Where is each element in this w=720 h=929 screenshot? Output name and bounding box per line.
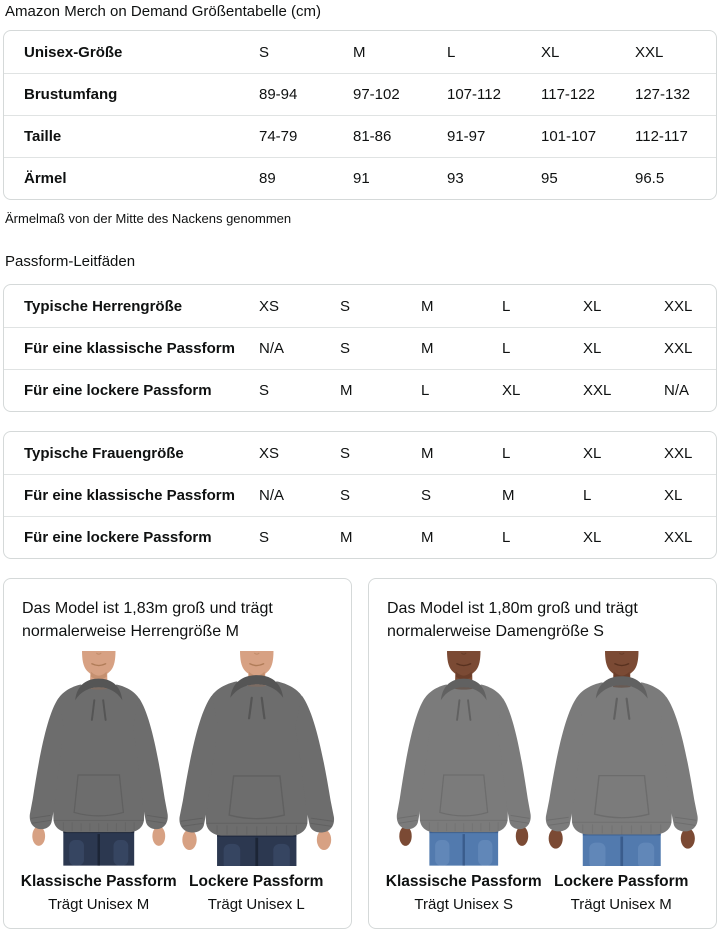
fit-label: Lockere Passform	[554, 872, 689, 890]
measure-cell: 81-86	[353, 128, 392, 145]
worn-size-label: Trägt Unisex L	[207, 895, 305, 913]
fit-cell: XS	[259, 444, 280, 462]
hoodie-model-illustration	[178, 651, 336, 866]
fit-cell: XL	[502, 382, 521, 399]
row-label: Brustumfang	[24, 86, 118, 103]
measure-cell: 89-94	[259, 86, 298, 103]
fit-cell: XL	[583, 340, 602, 357]
measure-cell: 95	[541, 170, 558, 187]
table-row-chest	[4, 73, 716, 115]
measure-cell: 91-97	[447, 128, 486, 145]
table-row	[4, 327, 716, 369]
worn-size-label: Trägt Unisex S	[414, 895, 514, 913]
fit-cell: L	[502, 529, 511, 546]
row-label: Für eine lockere Passform	[24, 529, 212, 546]
size-header-cell: S	[259, 43, 270, 61]
fit-cell: L	[583, 487, 592, 504]
page-title: Amazon Merch on Demand Größentabelle (cm)	[5, 3, 321, 20]
measure-cell: 101-107	[541, 128, 597, 145]
fit-cell: M	[340, 529, 353, 546]
measure-cell: 96.5	[635, 170, 665, 187]
fit-cell: XL	[583, 297, 602, 315]
fit-cell: XXL	[664, 340, 693, 357]
table-header-row	[4, 31, 716, 73]
table-row-sleeve	[4, 157, 716, 199]
fit-cell: L	[502, 444, 511, 462]
fit-cell: XXL	[664, 529, 693, 546]
fit-cell: N/A	[259, 340, 285, 357]
model-figures	[20, 651, 335, 915]
measure-cell: 117-122	[541, 86, 595, 103]
table-row	[4, 369, 716, 411]
model-photo-classic-fit	[385, 651, 543, 866]
measure-cell: 74-79	[259, 128, 298, 145]
size-header-cell: XL	[541, 43, 560, 61]
table-row-waist	[4, 115, 716, 157]
fit-cell: L	[502, 340, 511, 357]
table-row	[4, 516, 716, 558]
fit-cell: S	[421, 487, 432, 504]
male-model-card	[3, 578, 352, 929]
row-label: Für eine klassische Passform	[24, 340, 235, 357]
measure-cell: 89	[259, 170, 276, 187]
model-cards	[3, 578, 717, 929]
row-label: Ärmel	[24, 170, 67, 187]
model-description: Das Model ist 1,83m groß und trägt normalerweise Herrengröße M	[22, 600, 273, 640]
size-header-cell: M	[353, 43, 366, 61]
table-row	[4, 285, 716, 327]
hoodie-model-illustration	[20, 651, 178, 866]
size-header-cell: L	[447, 43, 456, 61]
fit-cell: XS	[259, 297, 280, 315]
fit-cell: M	[421, 340, 434, 357]
row-label: Taille	[24, 128, 62, 145]
fit-cell: S	[259, 382, 270, 399]
fit-cell: XL	[664, 487, 683, 504]
loose-fit-column	[178, 651, 336, 915]
fit-cell: S	[340, 444, 351, 462]
table-row	[4, 474, 716, 516]
row-label: Unisex-Größe	[24, 43, 123, 61]
measure-cell: 107-112	[447, 86, 501, 103]
fit-label: Klassische Passform	[385, 872, 542, 890]
mens-fit-table	[3, 284, 717, 412]
model-figures	[385, 651, 700, 915]
row-label: Typische Herrengröße	[24, 297, 183, 315]
size-header-cell: XXL	[635, 43, 664, 61]
row-label: Typische Frauengröße	[24, 444, 184, 462]
female-model-card	[368, 578, 717, 929]
fit-cell: S	[340, 297, 351, 315]
fit-cell: L	[502, 297, 511, 315]
model-photo-classic-fit	[20, 651, 178, 866]
fit-cell: N/A	[664, 382, 690, 399]
loose-fit-column	[543, 651, 701, 915]
row-label: Für eine klassische Passform	[24, 487, 235, 504]
fit-cell: M	[421, 444, 434, 462]
hoodie-model-illustration	[385, 651, 543, 866]
measure-cell: 112-117	[635, 128, 688, 145]
measure-cell: 97-102	[353, 86, 400, 103]
measure-cell: 91	[353, 170, 370, 187]
table-row	[4, 432, 716, 474]
fit-cell: N/A	[259, 487, 285, 504]
fit-label: Lockere Passform	[189, 872, 324, 890]
fit-cell: S	[340, 340, 351, 357]
measure-cell: 93	[447, 170, 464, 187]
fit-cell: M	[502, 487, 515, 504]
classic-fit-column	[20, 651, 178, 915]
fit-cell: L	[421, 382, 430, 399]
womens-fit-table	[3, 431, 717, 559]
fit-cell: XXL	[583, 382, 612, 399]
fit-guides-title: Passform-Leitfäden	[5, 253, 136, 270]
classic-fit-column	[385, 651, 543, 915]
fit-label: Klassische Passform	[20, 872, 177, 890]
unisex-size-table	[3, 30, 717, 200]
worn-size-label: Trägt Unisex M	[48, 895, 150, 913]
fit-cell: S	[340, 487, 351, 504]
fit-cell: M	[421, 297, 434, 315]
row-label: Für eine lockere Passform	[24, 382, 212, 399]
model-photo-loose-fit	[543, 651, 701, 866]
worn-size-label: Trägt Unisex M	[570, 895, 672, 913]
fit-cell: XXL	[664, 444, 693, 462]
fit-cell: M	[421, 529, 434, 546]
fit-cell: XXL	[664, 297, 693, 315]
model-description: Das Model ist 1,80m groß und trägt normalerweise Damengröße S	[387, 600, 638, 640]
hoodie-model-illustration	[543, 651, 701, 866]
fit-cell: M	[340, 382, 353, 399]
fit-cell: XL	[583, 529, 602, 546]
sleeve-measure-footnote: Ärmelmaß von der Mitte des Nackens genommen	[5, 211, 292, 226]
fit-cell: S	[259, 529, 270, 546]
fit-cell: XL	[583, 444, 602, 462]
model-photo-loose-fit	[178, 651, 336, 866]
measure-cell: 127-132	[635, 86, 691, 103]
